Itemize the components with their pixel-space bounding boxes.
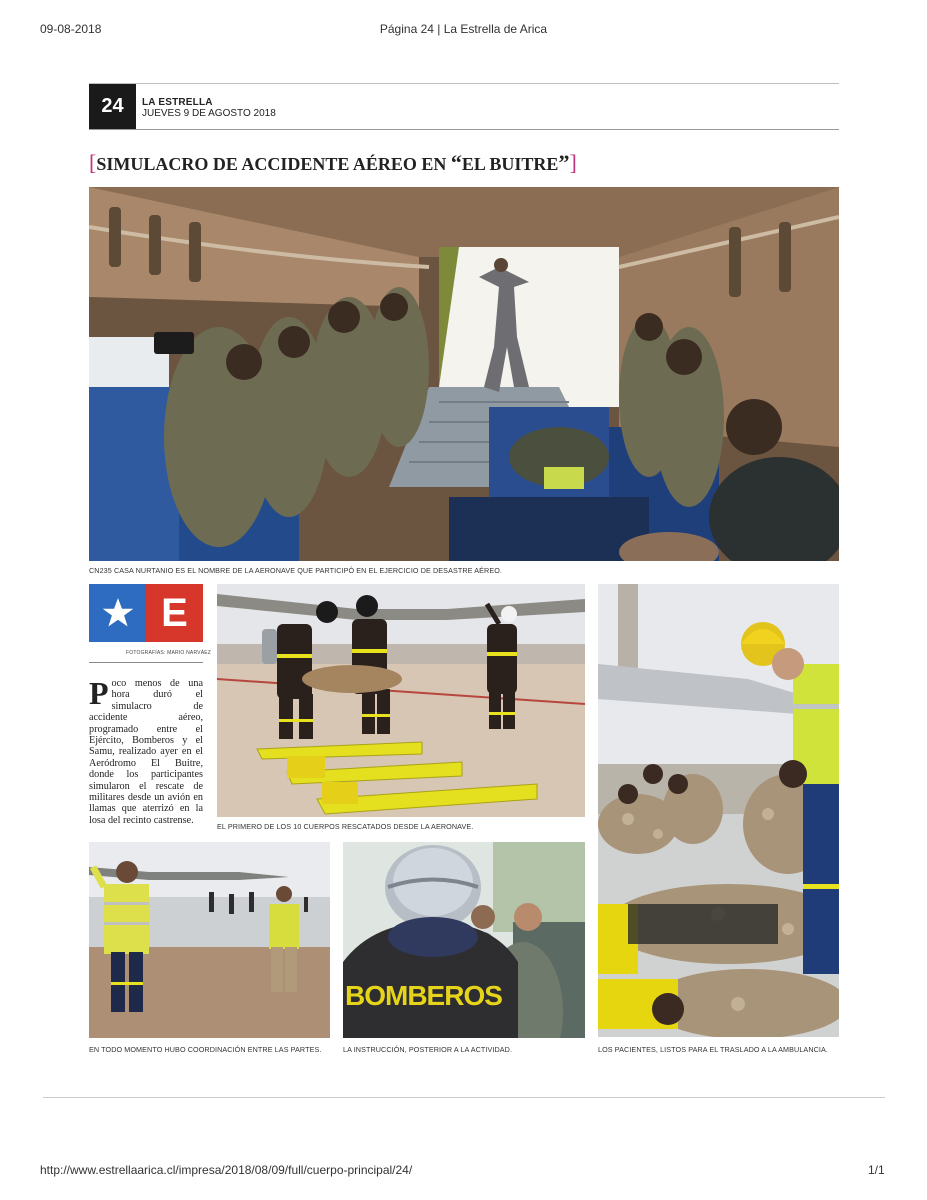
page-number: 24 <box>101 95 124 117</box>
article-body <box>89 675 203 826</box>
masthead-top-rule <box>89 83 839 84</box>
article-dropcap: P <box>89 675 109 711</box>
print-url: http://www.estrellaarica.cl/impresa/2018/08/09/full/cuerpo-principal/24/ <box>40 1163 413 1177</box>
print-date: 09-08-2018 <box>40 22 102 36</box>
edition-date: JUEVES 9 DE AGOSTO 2018 <box>142 108 276 119</box>
photo-instruction <box>343 842 585 1038</box>
headline-text: SIMULACRO DE ACCIDENTE AÉREO EN <box>96 154 451 174</box>
caption-coordination: EN TODO MOMENTO HUBO COORDINACIÓN ENTRE LAS PARTES. <box>89 1045 322 1054</box>
photo-patients <box>598 584 839 1037</box>
headline-quote-open: “ <box>450 150 462 175</box>
caption-instruction: LA INSTRUCCIÓN, POSTERIOR A LA ACTIVIDAD. <box>343 1045 513 1054</box>
photo-coordination <box>89 842 330 1038</box>
headline-quoted: EL BUITRE <box>461 154 559 174</box>
caption-patients: LOS PACIENTES, LISTOS PARA EL TRASLADO A LA AMBULANCIA. <box>598 1045 828 1054</box>
headline <box>89 150 577 176</box>
print-page-count: 1/1 <box>868 1163 885 1177</box>
page-number-box <box>89 84 136 129</box>
headline-bracket-open: [ <box>89 150 97 175</box>
footer-rule <box>43 1097 885 1098</box>
newspaper-name: LA ESTRELLA <box>142 97 213 108</box>
photo-rescue <box>217 584 585 817</box>
photo-credit: FOTOGRAFÍAS: MARIO NARVÁEZ <box>126 650 212 656</box>
estrella-logo <box>89 584 203 642</box>
caption-main: CN235 CASA NURTANIO ES EL NOMBRE DE LA AERONAVE QUE PARTICIPÓ EN EL EJERCICIO DE DESASTRE AÉREO. <box>89 566 503 575</box>
print-title: Página 24 | La Estrella de Arica <box>379 22 548 36</box>
article-text: oco menos de una hora duró el simulacro de accidente aéreo, programado entre el Ejército, Bomberos y el Samu, realizado ayer en el Aeródromo El Buitre, donde los participantes simularon el rescate de militares desde un avión en llamas que aterrizó en la losa del recinto castrense. <box>89 678 203 826</box>
headline-bracket-close: ] <box>569 150 577 175</box>
caption-rescue: EL PRIMERO DE LOS 10 CUERPOS RESCATADOS DESDE LA AERONAVE. <box>217 822 474 831</box>
bomberos-jacket-text: BOMBEROS <box>345 980 502 1011</box>
credit-rule <box>89 662 203 663</box>
headline-quote-close: ” <box>558 150 570 175</box>
star-icon <box>89 584 146 642</box>
photo-aircraft-cabin <box>89 187 839 561</box>
logo-letter: E <box>146 584 203 642</box>
masthead-bottom-rule <box>89 129 839 130</box>
